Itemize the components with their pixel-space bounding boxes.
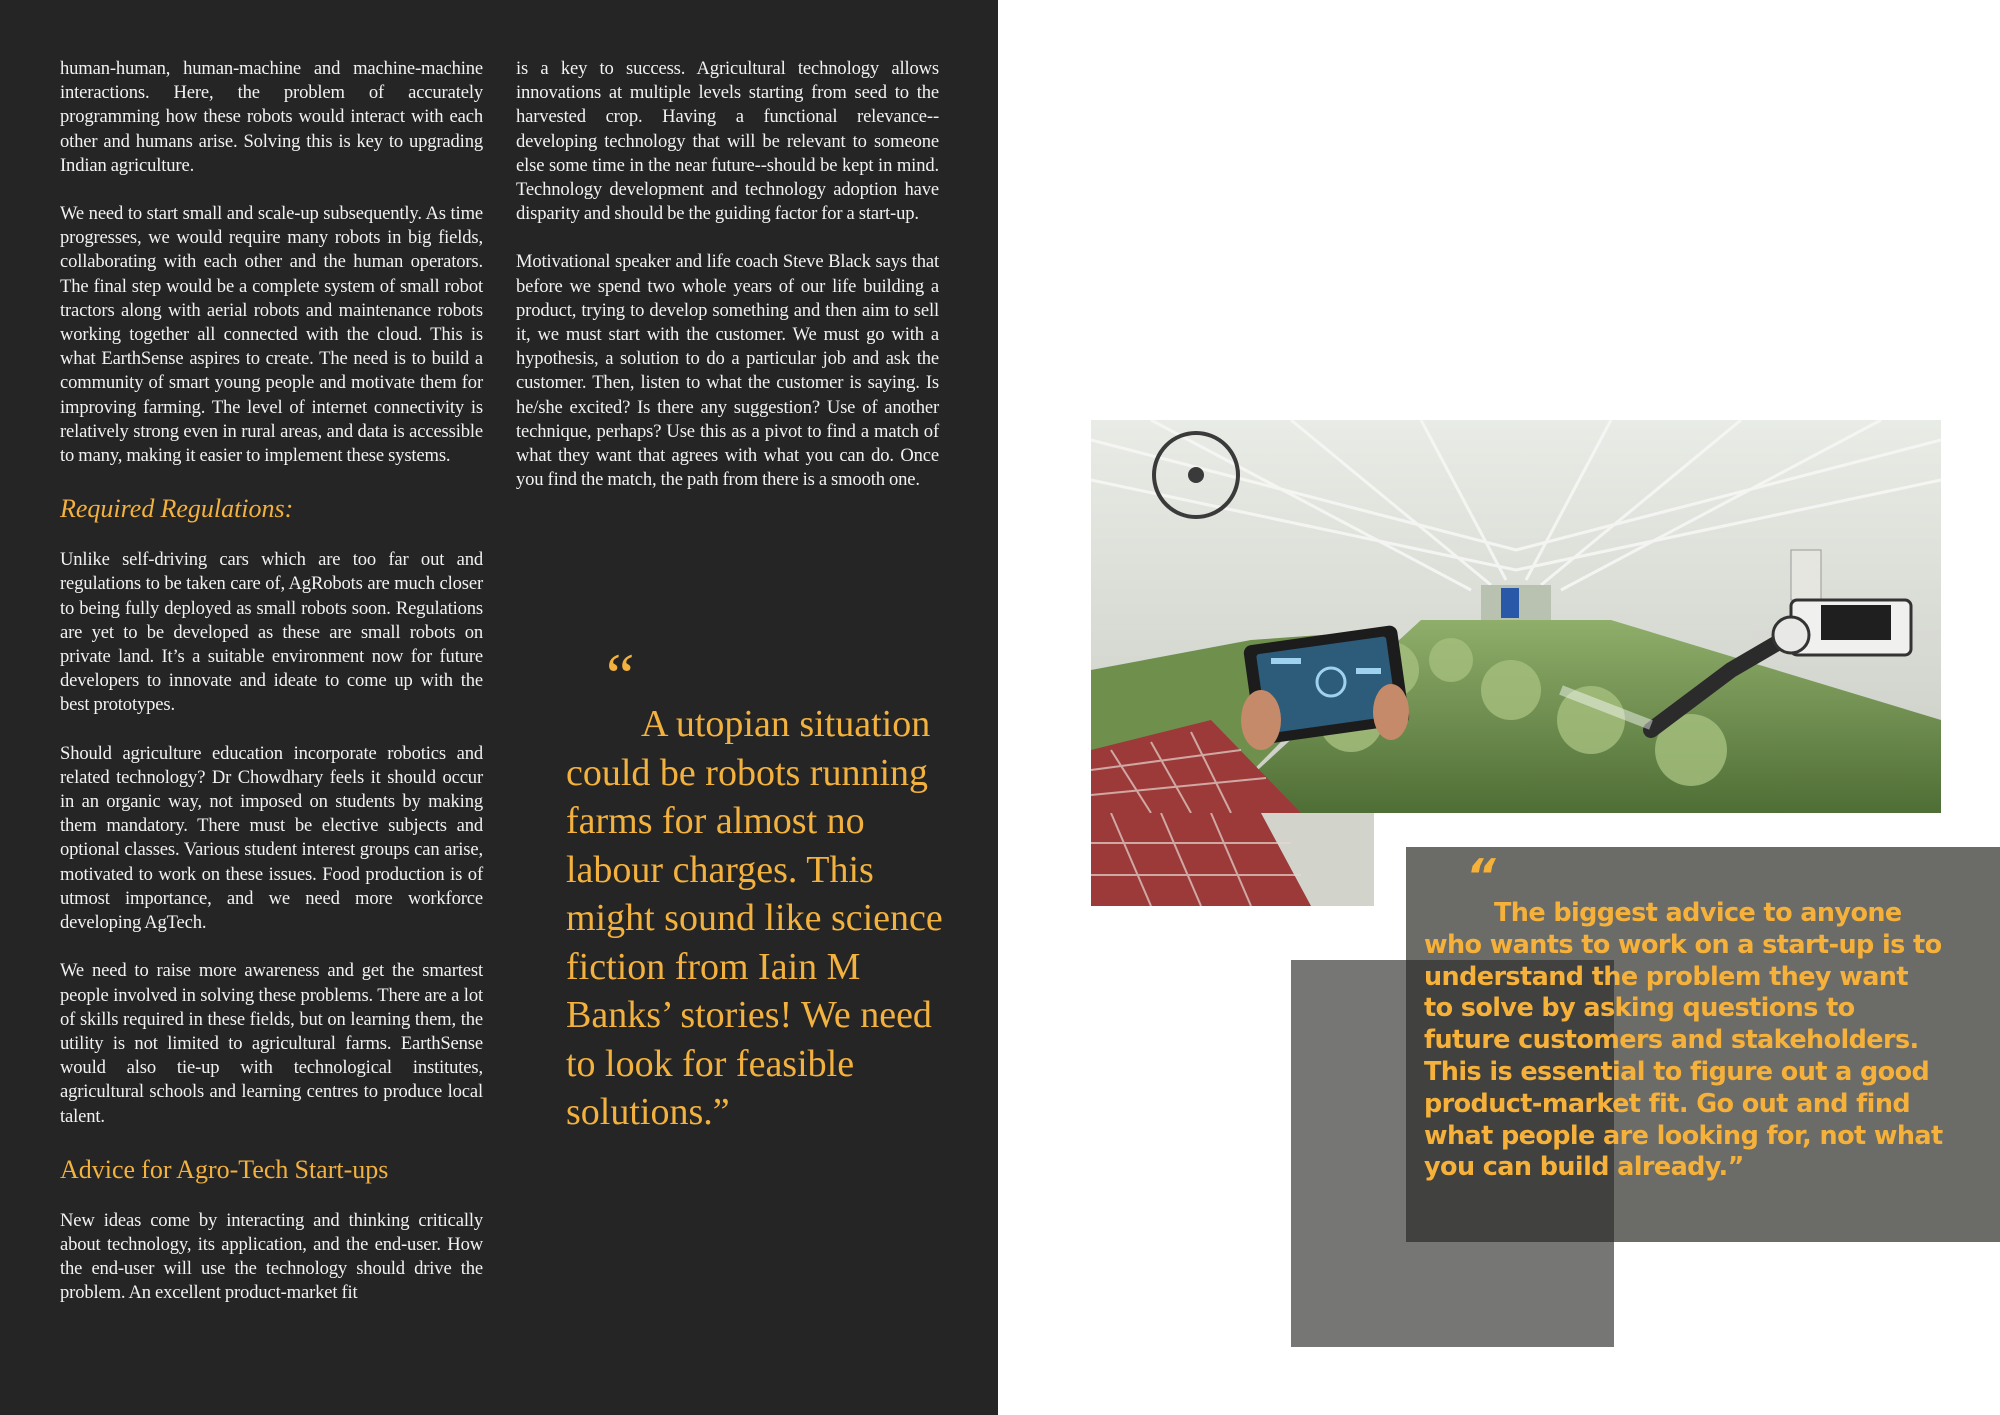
paragraph: human-human, human-machine and machine-machine interactions. Here, the problem of accurately programming how these robots would interact with each other and humans arise. Solving this is key to upgrading Indian agriculture. xyxy=(60,58,483,176)
greenhouse-robot-photo xyxy=(1091,420,1941,813)
paragraph: is a key to success. Agricultural technology allows innovations at multiple levels starting from seed to the harvested crop. Having a functional relevance--developing technology that will be relevant to someone else some time in the near future--should be kept in mind. Technology development and technology adoption have disparity and should be the guiding factor for a start-up. xyxy=(516,58,939,225)
paragraph: We need to start small and scale-up subsequently. As time progresses, we would require many robots in big fields, collaborating with each other and the human operators. The final step would be a complete system of small robot tractors along with aerial robots and maintenance robots working together all connected with the cloud. This is what EarthSense aspires to create. The need is to build a community of smart young people and motivate them for improving farming. The level of internet connectivity is relatively strong even in rural areas, and data is accessible to many, making it easier to implement these systems. xyxy=(60,203,483,467)
section-heading-regulations: Required Regulations: xyxy=(60,494,294,524)
dark-page-background xyxy=(0,0,998,1415)
pull-quote-text: A utopian situation could be robots running farms for almost no labour charges. This might sound like science fiction from Iain M Banks’ stories! We need to look for feasible solutions.” xyxy=(566,703,943,1133)
tablet-in-hands xyxy=(1241,625,1410,750)
paragraph: New ideas come by interacting and thinking critically about technology, its application, and the end-user. How the end-user will use the technology should drive the problem. An excellent product-market fit xyxy=(60,1209,483,1304)
article-column-right xyxy=(516,57,939,516)
photo-extension xyxy=(1091,813,1374,906)
pull-quote-left xyxy=(566,640,946,1137)
paragraph: Motivational speaker and life coach Steve Black says that before we spend two whole years of our life building a product, trying to develop something and then aim to sell it, we must start with the customer. We must go with a hypothesis, a solution to do a particular job and ask the customer. Then, listen to what the customer is saying. Is he/she excited? Is there any suggestion? Use of another technique, perhaps? Use this as a pivot to find a match of what they want that agrees with what you can do. Once you find the match, the path from there is a smooth one. xyxy=(516,251,939,491)
pull-quote-right xyxy=(1424,849,1944,1184)
paragraph: We need to raise more awareness and get the smartest people involved in solving these problems. There are a lot of skills required in these fields, but on learning them, the utility is not limited to agricultural farms. EarthSense would also tie-up with technological institutes, agricultural schools and learning centres to produce local talent. xyxy=(60,960,483,1127)
photo-extension-illustration xyxy=(1091,813,1374,906)
paragraph: Unlike self-driving cars which are too far out and regulations to be taken care of, AgRobots are much closer to being fully deployed as small robots soon. Regulations are yet to be developed as these are small robots on private land. It’s a suitable environment now for future developers to innovate and ideate to come up with the best prototypes. xyxy=(60,549,483,716)
section-heading-advice: Advice for Agro-Tech Start-ups xyxy=(60,1154,389,1184)
quote-mark: “ xyxy=(1466,849,1496,903)
quote-mark: “ xyxy=(606,640,635,711)
article-column-left xyxy=(60,57,483,1330)
greenhouse-illustration xyxy=(1091,420,1941,813)
pull-quote-text: The biggest advice to anyone who wants to work on a start-up is to understand the problem they want to solve by asking questions to future customers and stakeholders. This is essential to figure out a good product-market fit. Go out and find what people are looking for, not what you can build already.” xyxy=(1424,898,1943,1183)
paragraph: Should agriculture education incorporate robotics and related technology? Dr Chowdhary feels it should occur in an organic way, not imposed on students by making them mandatory. There must be elective subjects and optional classes. Various student interest groups can arise, motivated to work on these issues. Food production is of utmost importance, and we need more workforce developing AgTech. xyxy=(60,742,483,934)
